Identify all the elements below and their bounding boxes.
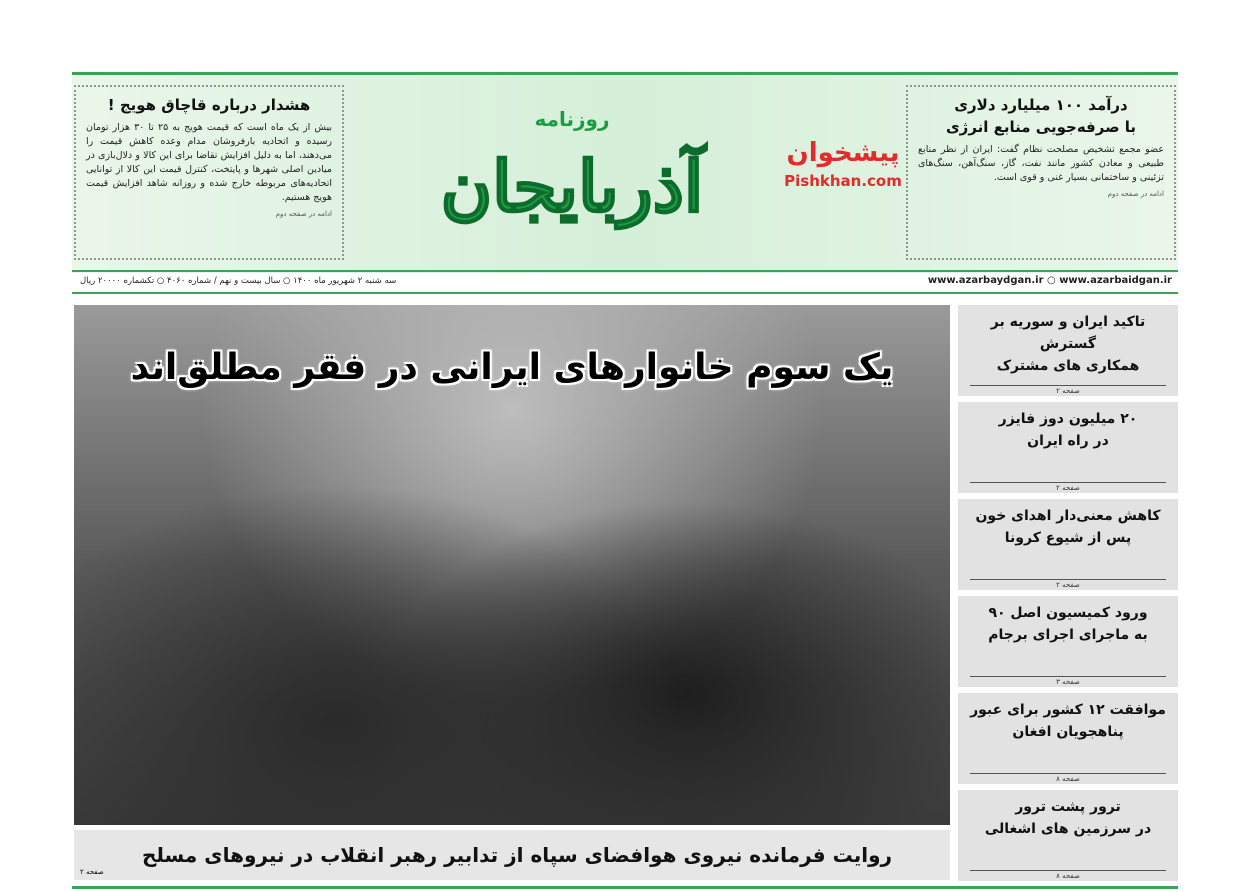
websites: www.azarbaydgan.ir ○ www.azarbaidgan.ir <box>927 275 1172 286</box>
main-photo <box>74 305 950 825</box>
main-headline: یک سوم خانوارهای ایرانی در فقر مطلق‌اند <box>130 347 894 388</box>
right-teaser-title-1: درآمد ۱۰۰ میلیارد دلاری <box>954 96 1128 114</box>
left-teaser-body: بیش از یک ماه است که قیمت هویج به ۲۵ تا ۳۰ هزار تومان رسیده و اتحادیه بارفروشان مدام وعده کاهش قیمت را می‌دهند، اما به دلیل افزایش تقاضا برای این کالا و دلال‌بازی در میادین اصلی شهرها و پایتخت، کنترل قیمت این کالا از توانایی اتحادیه‌های مربوطه خارج شده و روزانه شاهد افزایش قیمت هویج هستیم. <box>86 122 332 203</box>
page-ref: صفحه ۸ <box>970 773 1166 784</box>
news-title: در راه ایران <box>1027 433 1109 449</box>
left-teaser-box <box>74 85 344 260</box>
watermark-en: Pishkhan.com <box>784 172 902 190</box>
news-title: به ماجرای اجرای برجام <box>988 627 1148 643</box>
bottom-rule <box>72 886 1178 889</box>
page-ref: صفحه ۲ <box>970 579 1166 590</box>
newspaper-logo <box>362 75 782 273</box>
news-title: پس از شیوع کرونا <box>1004 530 1132 546</box>
news-title: کاهش معنی‌دار اهدای خون <box>975 508 1161 524</box>
logo-subtitle: روزنامه <box>534 107 610 131</box>
news-title: تاکید ایران و سوریه بر گسترش <box>990 314 1146 352</box>
masthead <box>72 72 1178 273</box>
news-title: پناهجویان افغان <box>1012 724 1124 740</box>
left-teaser-more: ادامه در صفحه دوم <box>275 210 332 218</box>
news-title: ورود کمیسیون اصل ۹۰ <box>988 605 1148 621</box>
news-item <box>958 790 1178 881</box>
page-ref: صفحه ۸ <box>970 870 1166 881</box>
right-teaser-body: عضو مجمع تشخیص مصلحت نظام گفت: ایران از نظر منابع طبیعی و معادن کشور مانند نفت، گاز، سنگ‌آهن، سنگ‌های تزئینی و ساختمانی بسیار غنی و قوی است. <box>918 144 1164 183</box>
pishkhan-watermark <box>784 135 902 191</box>
watermark-fa: پیشخوان <box>786 138 900 168</box>
right-teaser-more: ادامه در صفحه دوم <box>1107 190 1164 198</box>
bottom-headline <box>74 830 950 880</box>
news-item <box>958 693 1178 784</box>
news-title: موافقت ۱۲ کشور برای عبور <box>970 702 1166 718</box>
page-ref: صفحه ۲ <box>970 385 1166 396</box>
issue-info-bar <box>72 270 1178 294</box>
news-item <box>958 596 1178 687</box>
issue-date: سه شنبه ۲ شهریور ماه ۱۴۰۰ ○ سال بیست و نهم / شماره ۴۰۶۰ ○ تکشماره ۲۰۰۰۰ ریال <box>80 276 397 286</box>
news-title: ۲۰ میلیون دوز فایزر <box>998 411 1138 427</box>
news-item <box>958 499 1178 590</box>
news-item <box>958 402 1178 493</box>
logo-text: آذربایجان <box>440 145 704 228</box>
news-title: همکاری های مشترک <box>996 358 1140 374</box>
news-item <box>958 305 1178 396</box>
bottom-headline-text: روایت فرمانده نیروی هوافضای سپاه از تدابیر رهبر انقلاب در نیروهای مسلح <box>141 843 893 867</box>
news-title: ترور پشت ترور <box>1015 799 1121 815</box>
sidebar-news <box>958 305 1178 887</box>
page-ref: صفحه ۲ <box>80 868 104 876</box>
left-teaser-title: هشدار درباره قاچاق هویج ! <box>107 96 311 114</box>
page-ref: صفحه ۳ <box>970 676 1166 687</box>
page-ref: صفحه ۲ <box>970 482 1166 493</box>
news-title: در سرزمین های اشغالی <box>984 821 1152 837</box>
right-teaser-box <box>906 85 1176 260</box>
right-teaser-title-2: با صرفه‌جویی منابع انرژی <box>945 118 1137 136</box>
